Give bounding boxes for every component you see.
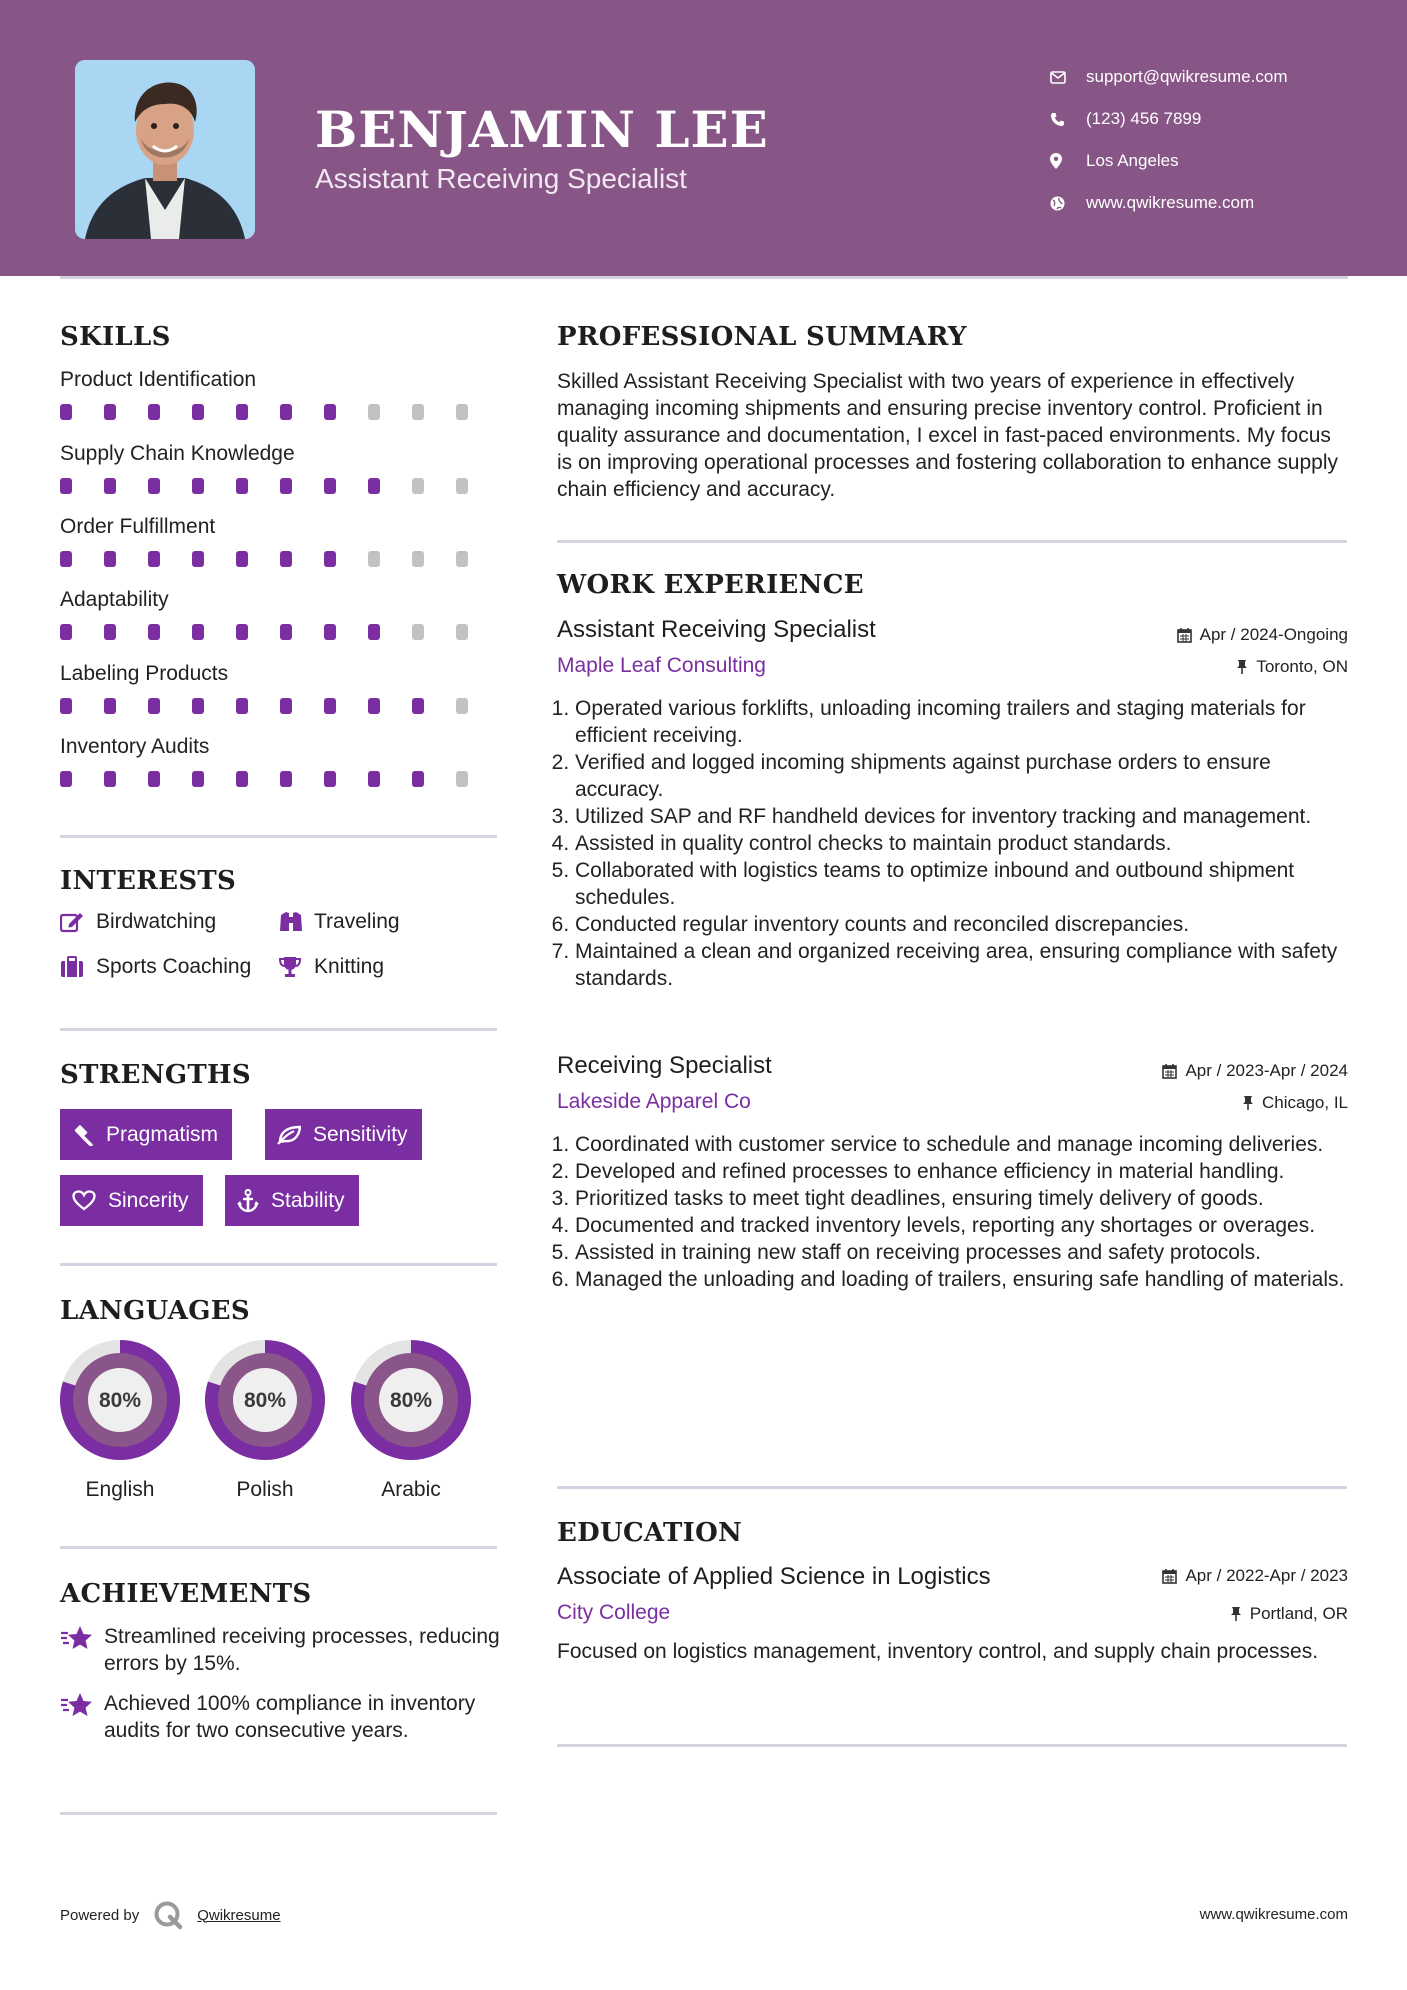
rating-dot-filled [104,551,116,567]
language-percent: 80% [243,1389,287,1412]
achievement-item [60,1623,500,1677]
strength-label: Stability [271,1188,345,1212]
rating-dot-filled [368,478,380,494]
rating-dot-filled [280,478,292,494]
achievement-item [60,1690,500,1744]
language-name: English [85,1478,155,1501]
trophy-icon [278,956,314,978]
envelope-icon [1050,71,1086,84]
interest-item [60,910,216,934]
job-location-text: Chicago, IL [1262,1093,1348,1112]
school-name: City College [557,1601,671,1624]
experience-divider [557,1486,1347,1489]
header-divider [60,276,1348,279]
pushpin-icon [1242,1095,1254,1111]
company-name: Maple Leaf Consulting [557,654,766,677]
candidate-name: BENJAMIN LEE [315,100,769,159]
skill-label: Adaptability [60,588,169,611]
rating-dot-filled [368,624,380,640]
rating-dot-empty [412,551,424,567]
rating-dot-filled [324,698,336,714]
rating-dot-filled [280,698,292,714]
skill-label: Supply Chain Knowledge [60,442,295,465]
responsibility-item: 6. Conducted regular inventory counts and reconciled discrepancies. [575,911,1347,938]
achievement-text: Streamlined receiving processes, reducing errors by 15%. [104,1625,500,1675]
qwikresume-logo-icon [153,1900,183,1930]
calendar-icon [1162,1568,1177,1584]
rating-dot-filled [368,698,380,714]
responsibility-item: 2. Verified and logged incoming shipments against purchase orders to ensure accuracy. [575,749,1347,803]
strength-tag [265,1109,422,1160]
experience-heading: WORK EXPERIENCE [557,570,864,600]
job-location [1242,1093,1348,1113]
language-percent: 80% [389,1389,433,1412]
rating-dot-filled [324,478,336,494]
resume-header [0,0,1407,276]
skill-item [60,735,500,787]
language-progress-ring [59,1339,181,1461]
education-dates-text: Apr / 2022-Apr / 2023 [1185,1566,1348,1585]
responsibility-item: 6. Managed the unloading and loading of trailers, ensuring safe handling of materials. [575,1266,1347,1293]
skill-rating [60,404,500,420]
rating-dot-empty [412,478,424,494]
rating-dot-filled [412,771,424,787]
responsibility-item: 7. Maintained a clean and organized receiving area, ensuring compliance with safety standards. [575,938,1347,992]
skills-divider [60,835,497,838]
rating-dot-filled [368,771,380,787]
strength-label: Sincerity [108,1188,189,1212]
responsibility-item: 1. Operated various forklifts, unloading incoming trailers and staging materials for efficient receiving. [575,695,1347,749]
interest-item [60,955,251,979]
rating-dot-filled [236,698,248,714]
languages-divider [60,1546,497,1549]
achievements-divider [60,1812,497,1815]
rating-dot-filled [60,404,72,420]
skill-label: Order Fulfillment [60,515,216,538]
skill-rating [60,771,500,787]
responsibility-item: 3. Prioritized tasks to meet tight deadlines, ensuring timely delivery of goods. [575,1185,1347,1212]
responsibility-item: 3. Utilized SAP and RF handheld devices for inventory tracking and management. [575,803,1347,830]
rating-dot-filled [236,771,248,787]
strengths-heading: STRENGTHS [60,1060,251,1090]
responsibility-item: 2. Developed and refined processes to enhance efficiency in material handling. [575,1158,1347,1185]
education-location-text: Portland, OR [1249,1604,1348,1623]
job-dates [1162,1061,1348,1081]
job-title: Assistant Receiving Specialist [557,616,876,643]
rating-dot-filled [192,551,204,567]
strength-tag [60,1175,203,1226]
language-item [59,1339,181,1502]
footer-url[interactable]: www.qwikresume.com [1199,1906,1348,1923]
globe-icon [1050,196,1086,211]
briefcase-icon [60,956,96,978]
rating-dot-filled [280,771,292,787]
strength-label: Sensitivity [313,1122,408,1146]
skill-label: Labeling Products [60,662,229,685]
contact-email-text: support@qwikresume.com [1086,67,1288,86]
star-icon [60,1690,104,1744]
pushpin-icon [1236,659,1248,675]
gavel-icon [72,1124,94,1146]
heart-icon [72,1190,96,1211]
star-icon [60,1623,104,1677]
contact-location-text: Los Angeles [1086,151,1179,170]
rating-dot-filled [60,624,72,640]
candidate-title: Assistant Receiving Specialist [315,163,687,194]
rating-dot-empty [456,404,468,420]
job-dates [1177,625,1348,645]
language-item [350,1339,472,1502]
rating-dot-empty [412,624,424,640]
skill-rating [60,624,500,640]
rating-dot-empty [456,771,468,787]
qwikresume-link[interactable]: Qwikresume [197,1906,281,1924]
rating-dot-filled [412,698,424,714]
skill-rating [60,551,500,567]
summary-text: Skilled Assistant Receiving Specialist with two years of experience in effectively managing incoming shipments and ensuring precise inventory control. Proficient in quality assurance and documentation, I excel in fast-paced environments. My focus is on improving operational processes and fostering collaboration to enhance supply chain efficiency and accuracy. [557,370,1338,501]
rating-dot-filled [236,624,248,640]
rating-dot-filled [104,404,116,420]
contact-website[interactable] [1050,182,1288,224]
rating-dot-filled [60,478,72,494]
profile-photo [75,60,255,239]
rating-dot-filled [280,624,292,640]
contact-phone[interactable] [1050,98,1288,140]
powered-by-text: Powered by [60,1906,140,1924]
responsibility-item: 5. Collaborated with logistics teams to optimize inbound and outbound shipment schedules. [575,857,1347,911]
responsibility-item: 4. Documented and tracked inventory levels, reporting any shortages or overages. [575,1212,1347,1239]
skill-label: Product Identification [60,368,257,391]
skills-heading: SKILLS [60,322,171,352]
skill-item [60,368,500,420]
interests-heading: INTERESTS [60,866,237,896]
rating-dot-filled [148,698,160,714]
job-dates-text: Apr / 2023-Apr / 2024 [1185,1061,1348,1080]
rating-dot-filled [324,771,336,787]
degree-title: Associate of Applied Science in Logistics [557,1563,991,1590]
achievement-text: Achieved 100% compliance in inventory audits for two consecutive years. [104,1692,476,1742]
contact-website-text: www.qwikresume.com [1086,193,1255,212]
language-percent: 80% [98,1389,142,1412]
contact-email[interactable] [1050,56,1288,98]
company-name: Lakeside Apparel Co [557,1090,751,1113]
skill-item [60,442,500,494]
rating-dot-filled [280,404,292,420]
languages-heading: LANGUAGES [60,1296,250,1326]
map-pin-icon [1050,153,1086,169]
contact-location [1050,140,1288,182]
binoculars-icon [278,911,314,933]
rating-dot-filled [192,624,204,640]
rating-dot-filled [60,551,72,567]
rating-dot-filled [192,478,204,494]
rating-dot-filled [104,624,116,640]
interest-label: Sports Coaching [96,955,252,978]
rating-dot-filled [324,551,336,567]
rating-dot-empty [456,698,468,714]
interests-divider [60,1028,497,1031]
job-title: Receiving Specialist [557,1052,772,1079]
calendar-icon [1177,627,1192,643]
rating-dot-filled [148,551,160,567]
rating-dot-filled [236,404,248,420]
rating-dot-filled [104,478,116,494]
language-item [204,1339,326,1502]
skill-rating [60,478,500,494]
rating-dot-filled [324,624,336,640]
skill-rating [60,698,500,714]
achievements-heading: ACHIEVEMENTS [60,1579,312,1609]
rating-dot-filled [192,771,204,787]
rating-dot-filled [148,478,160,494]
strength-tag [60,1109,232,1160]
rating-dot-filled [280,551,292,567]
rating-dot-filled [60,698,72,714]
education-description: Focused on logistics management, inventory control, and supply chain processes. [557,1640,1319,1663]
skill-item [60,588,500,640]
education-divider [557,1744,1347,1747]
rating-dot-filled [236,551,248,567]
anchor-icon [237,1189,259,1213]
interest-item [278,955,384,979]
interest-item [278,910,400,934]
interest-label: Traveling [314,910,400,933]
rating-dot-filled [236,478,248,494]
strength-label: Pragmatism [106,1122,219,1146]
education-location [1230,1604,1348,1624]
rating-dot-filled [148,771,160,787]
contact-phone-text: (123) 456 7899 [1086,109,1202,128]
job-dates-text: Apr / 2024-Ongoing [1199,625,1348,644]
job-location-text: Toronto, ON [1256,657,1348,676]
language-name: Arabic [381,1478,441,1501]
job-responsibilities [557,695,1347,992]
phone-icon [1050,112,1086,127]
strength-tag [225,1175,359,1226]
language-name: Polish [236,1478,294,1501]
rating-dot-empty [368,404,380,420]
language-progress-ring [350,1339,472,1461]
rating-dot-empty [456,624,468,640]
skill-item [60,662,500,714]
calendar-icon [1162,1063,1177,1079]
education-heading: EDUCATION [557,1518,743,1548]
rating-dot-filled [148,624,160,640]
rating-dot-filled [192,404,204,420]
rating-dot-empty [412,404,424,420]
skill-item [60,515,500,567]
pencil-icon [60,911,96,933]
summary-heading: PROFESSIONAL SUMMARY [557,322,967,352]
pushpin-icon [1230,1606,1242,1622]
rating-dot-filled [148,404,160,420]
job-responsibilities [557,1131,1347,1293]
rating-dot-empty [368,551,380,567]
interest-label: Knitting [314,955,385,978]
rating-dot-filled [324,404,336,420]
rating-dot-filled [192,698,204,714]
rating-dot-filled [60,771,72,787]
job-location [1236,657,1348,677]
strengths-divider [60,1263,497,1266]
rating-dot-empty [456,551,468,567]
rating-dot-filled [104,771,116,787]
responsibility-item: 1. Coordinated with customer service to schedule and manage incoming deliveries. [575,1131,1347,1158]
interest-label: Birdwatching [96,910,217,933]
summary-divider [557,540,1347,543]
leaf-icon [277,1125,301,1145]
language-progress-ring [204,1339,326,1461]
education-dates [1162,1566,1348,1586]
skill-label: Inventory Audits [60,735,210,758]
contact-list [1050,56,1288,224]
rating-dot-empty [456,478,468,494]
rating-dot-filled [104,698,116,714]
responsibility-item: 5. Assisted in training new staff on receiving processes and safety protocols. [575,1239,1347,1266]
responsibility-item: 4. Assisted in quality control checks to maintain product standards. [575,830,1347,857]
footer-branding [60,1900,281,1930]
